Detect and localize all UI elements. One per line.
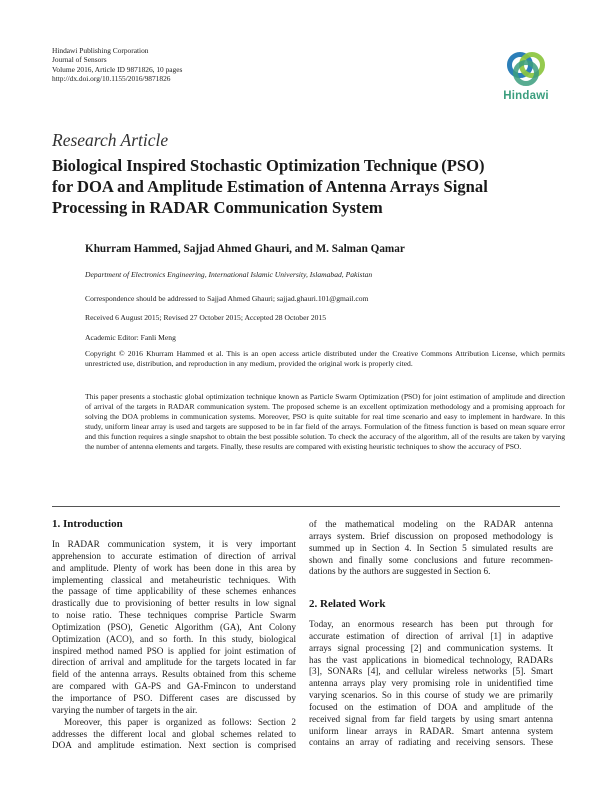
article-type: Research Article — [52, 130, 169, 150]
text-line: has the vast applications in biomedical technology, RADARs — [309, 654, 553, 665]
text-line: Today, an enormous research has been put through for — [309, 619, 553, 629]
text-line: Optimization (PSO), Genetic Algorithm (GA), Ant Colony — [52, 621, 296, 632]
correspondence: Correspondence should be addressed to Sajjad Ahmed Ghauri; sajjad.ghauri.101@gmail.com — [85, 294, 369, 303]
text-line: the importance of PSO. Different cases are discussed by — [52, 692, 296, 703]
hindawi-logo-text: Hindawi — [503, 90, 549, 102]
text-line: Moreover, this paper is organized as follows: Section 2 — [64, 716, 296, 727]
title-line: Processing in RADAR Communication System — [52, 198, 383, 217]
affiliation: Department of Electronics Engineering, International Islamic University, Islamabad, Pakistan — [85, 270, 373, 279]
received-dates: Received 6 August 2015; Revised 27 October 2015; Accepted 28 October 2015 — [85, 313, 327, 322]
text-line: dations by the authors are suggested in Section 6. — [309, 566, 491, 577]
text-line: DOA and amplitude estimation. Next section is comprised — [52, 740, 296, 751]
text-line: uniform linear arrays in RADAR. Smart antenna system — [309, 725, 553, 736]
text-line: focused on the estimation of DOA and amplitude of the — [309, 701, 553, 712]
text-line: drastically due to provisioning of better results in low signal — [52, 598, 296, 609]
text-line: are compared with GA-PS and GA-Fmincon to understand — [52, 681, 296, 692]
text-line: apprehension to accurate estimation of direction of arrival — [52, 550, 296, 561]
author-list: Khurram Hammed, Sajjad Ahmed Ghauri, and M. Salman Qamar — [85, 243, 405, 255]
left-column — [52, 539, 296, 752]
text-line: shown and finally some conclusions and future recommen- — [309, 554, 553, 565]
right-column-top — [309, 519, 553, 578]
academic-editor: Academic Editor: Fanli Meng — [85, 333, 176, 342]
text-line: received signal from far field targets by using smart antenna — [309, 713, 553, 724]
text-line: inspired method named PSO is applied for joint estimation of — [52, 645, 296, 656]
text-line: and amplitude. Plenty of work has been done in this area by — [52, 562, 296, 573]
text-line: antenna arrays play very promising role in unidentified time — [309, 678, 553, 689]
text-line: summed up in Section 4. In Section 5 simulated results are — [309, 542, 553, 553]
volume-info: Volume 2016, Article ID 9871826, 10 pages — [52, 64, 183, 74]
text-line: addresses the different local and global schemes related to — [52, 728, 296, 739]
title-line: for DOA and Amplitude Estimation of Antenna Arrays Signal — [52, 177, 488, 196]
text-line: arrays signal processing [2] and communication systems. It — [309, 642, 553, 653]
text-line: varying scenarios. So in this course of study we are primarily — [309, 690, 553, 701]
text-line: of the mathematical modeling on the RADAR antenna — [309, 519, 553, 529]
text-line: direction of arrival and amplitude for the targets located in far — [52, 657, 296, 668]
text-line: contains an array of radiating and receiving sensors. These — [309, 737, 553, 748]
right-column-related — [309, 619, 553, 749]
paper-title — [52, 155, 562, 218]
title-line: Biological Inspired Stochastic Optimization Technique (PSO) — [52, 156, 485, 175]
related-work-heading: 2. Related Work — [309, 598, 386, 610]
text-line: [3], SONARs [4], and cellular wireless networks [5]. Smart — [309, 666, 553, 677]
journal-metadata — [52, 46, 182, 84]
text-line: field of the antenna arrays. Results obtained from this scheme — [52, 669, 296, 680]
text-line: to noise ratio. These techniques comprise Particle Swarm — [52, 610, 296, 621]
journal-name: Journal of Sensors — [52, 55, 107, 65]
text-line: varying the number of targets in the air. — [52, 704, 198, 715]
doi-link[interactable]: http://dx.doi.org/10.1155/2016/9871826 — [52, 74, 171, 84]
text-line: Optimization (ACO), and so forth. In this study, biological — [52, 633, 296, 644]
introduction-heading: 1. Introduction — [52, 518, 123, 530]
text-line: implementing classical and metaheuristic techniques. With — [52, 574, 296, 585]
publisher-name: Hindawi Publishing Corporation — [52, 46, 149, 55]
text-line: the passage of time applicability of these schemes enhances — [52, 586, 296, 597]
abstract: This paper presents a stochastic global optimization technique known as Particle Swarm Optimization (PSO) for joint estimation of amplitude and direction of arrival of the targets in RADAR communication system. The proposed scheme is an excellent optimization methodology and a promising approach for solving the DOA problems in communication systems. Moreover, PSO is quite suitable for real time scenario and easy to implement in hardware. In this study, uniform linear array is used and targets are supposed to be in far field of the arrays. Formulation of the fitness function is based on mean square error and this function requires a single snapshot to obtain the best possible solution. To check the accuracy of the algorithm, all of the results are taken by varying the number of antenna elements and targets. Finally, these results are compared with existing heuristic techniques to show the accuracy of PSO. — [85, 392, 565, 451]
text-line: In RADAR communication system, it is very important — [52, 539, 296, 549]
section-divider — [52, 506, 560, 507]
text-line: arrays system. Brief discussion on proposed methodology is — [309, 530, 553, 541]
text-line: accurate estimation of direction of arrival [1] in adaptive — [309, 630, 553, 641]
copyright-notice: Copyright © 2016 Khurram Hammed et al. This is an open access article distributed under the Creative Commons Attribution License, which permits unrestricted use, distribution, and reproduction in any medium, provided the original work is properly cited. — [85, 349, 565, 368]
